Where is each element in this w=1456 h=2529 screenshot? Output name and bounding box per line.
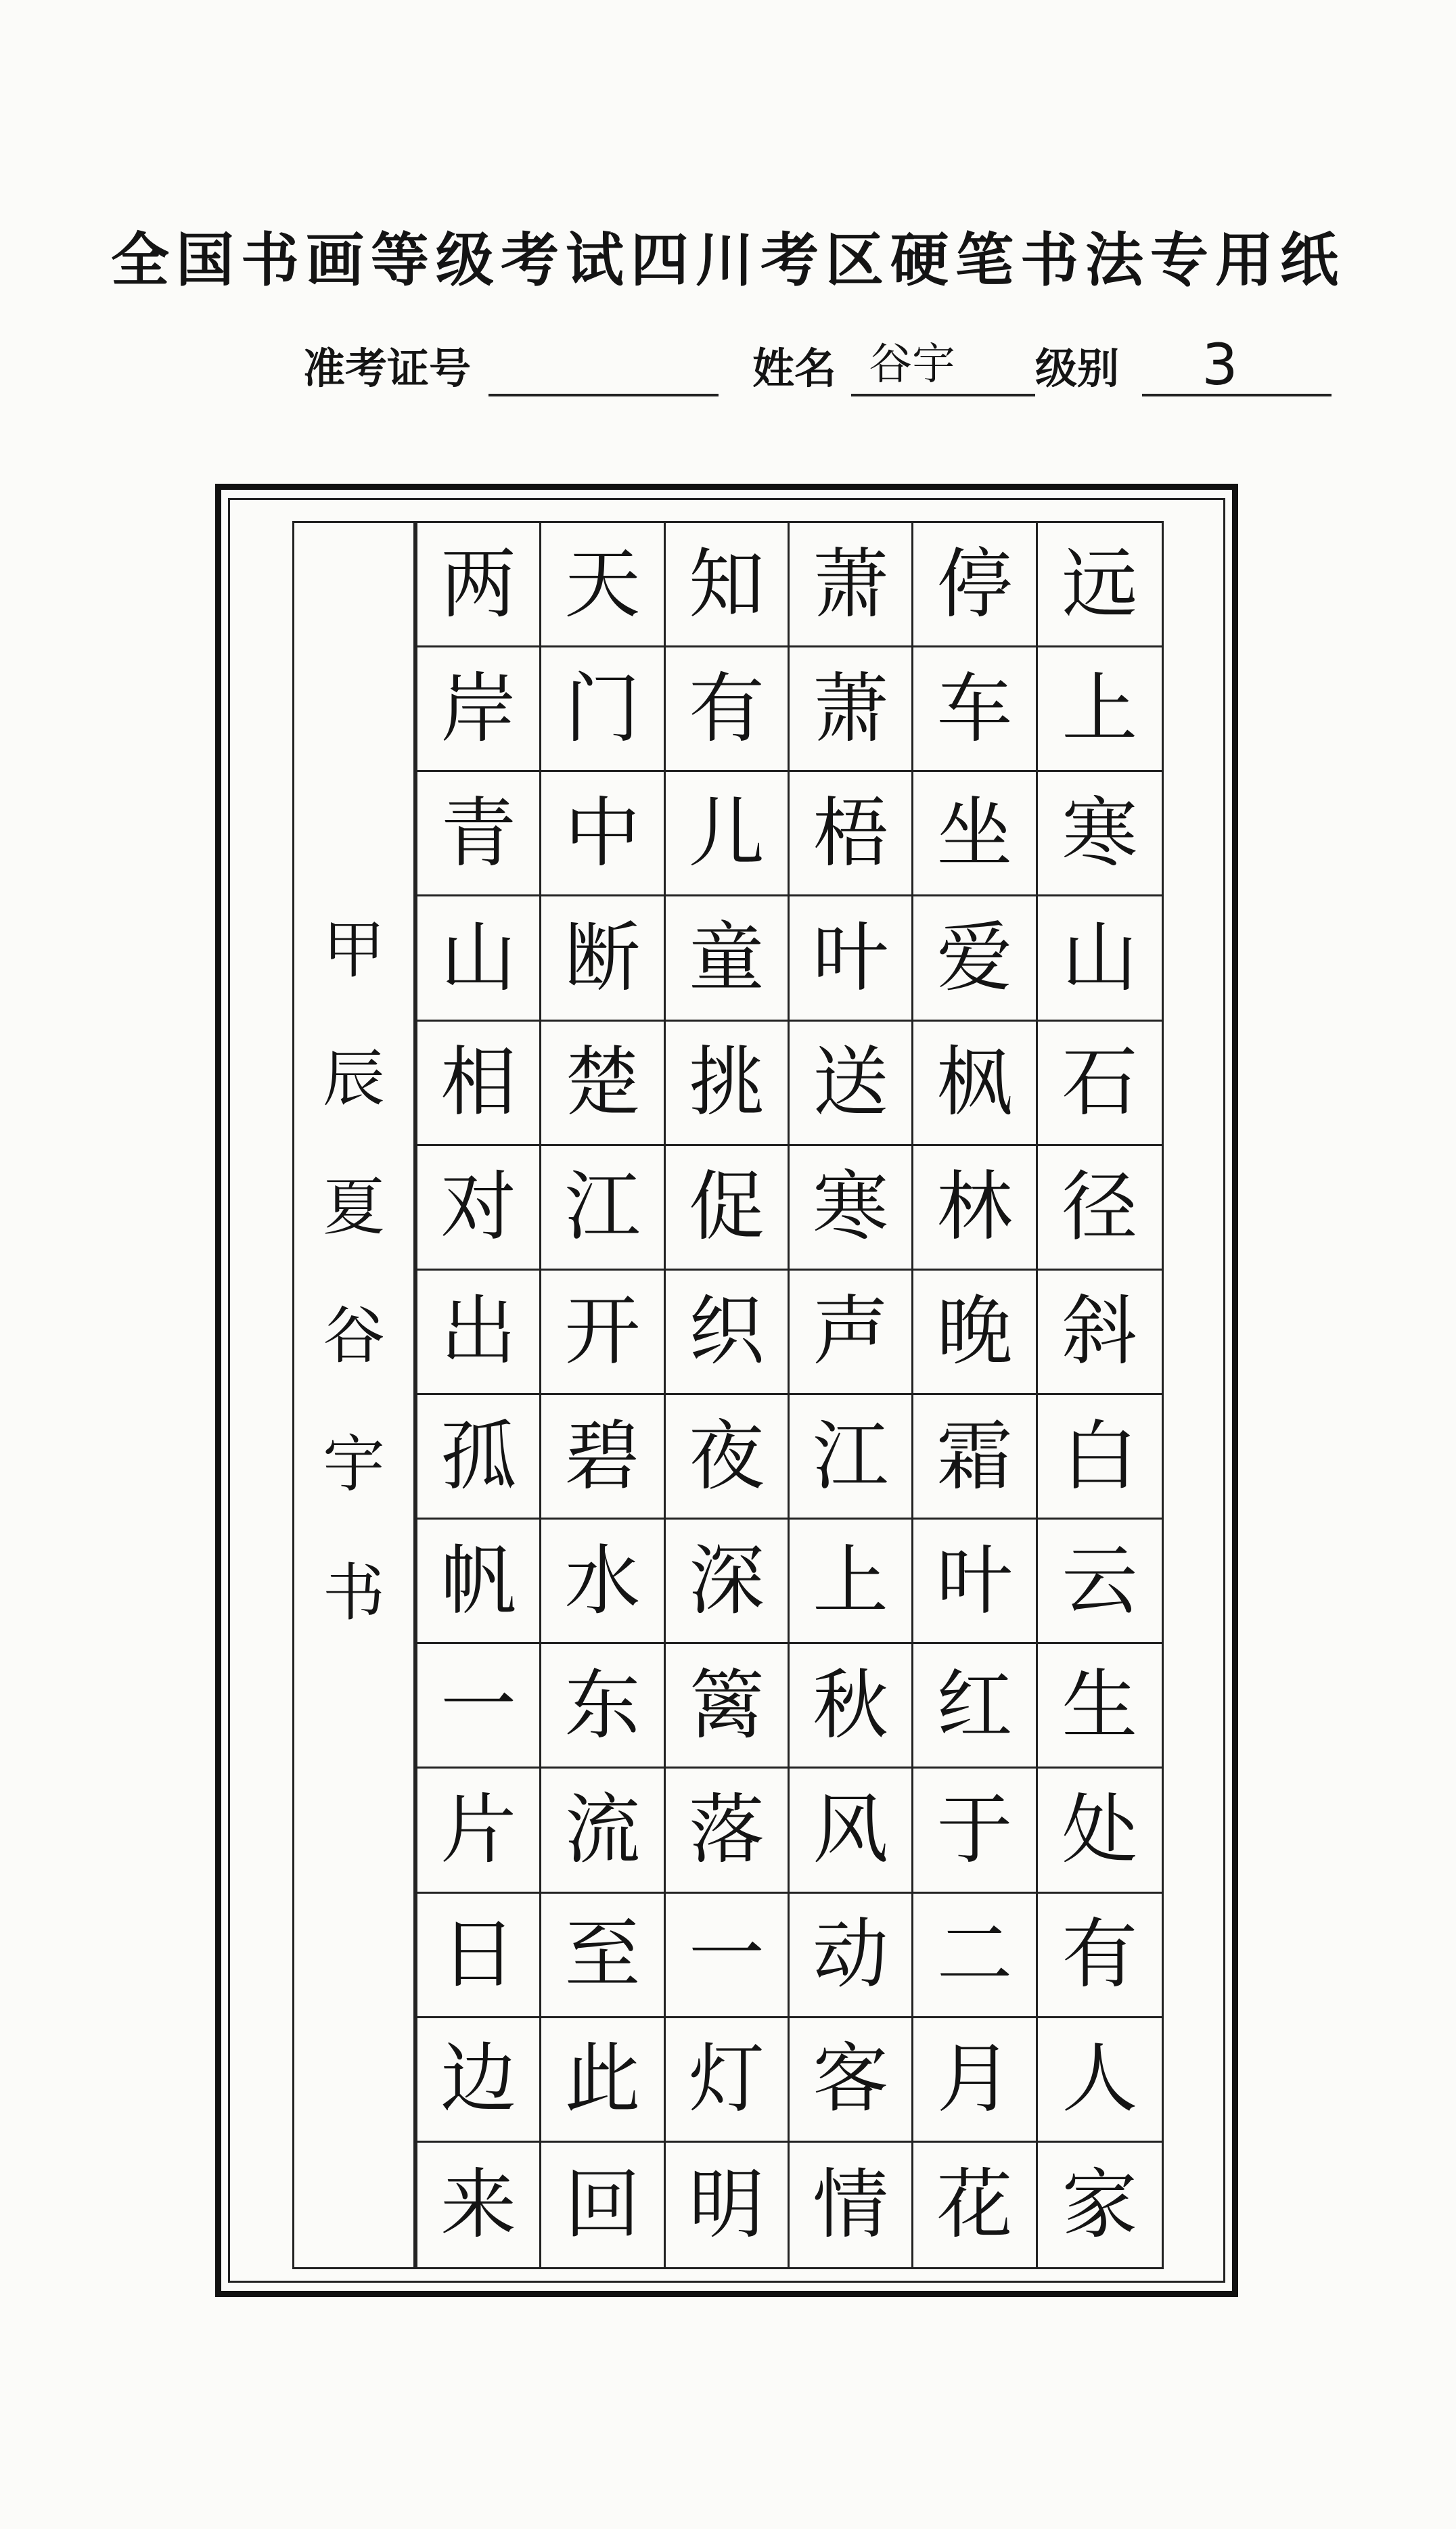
grid-cell: 红 <box>913 1644 1037 1769</box>
grid-cell: 一 <box>417 1644 541 1769</box>
grid-cell: 花 <box>913 2143 1037 2267</box>
grid-cell: 晚 <box>913 1271 1037 1395</box>
grid-cell: 于 <box>913 1769 1037 1893</box>
grid-cell: 天 <box>541 523 665 647</box>
grid-cell: 梧 <box>790 772 913 896</box>
paper-title: 全国书画等级考试四川考区硬笔书法专用纸 <box>111 226 1345 294</box>
grid-cell: 孤 <box>417 1395 541 1520</box>
grid-cell: 开 <box>541 1271 665 1395</box>
grid-cell: 流 <box>541 1769 665 1893</box>
grid-cell: 二 <box>913 1894 1037 2018</box>
grid-cell: 两 <box>417 523 541 647</box>
grid-cell: 停 <box>913 523 1037 647</box>
grid-cell: 寒 <box>1038 772 1162 896</box>
grid-cell: 来 <box>417 2143 541 2267</box>
grid-cell: 对 <box>417 1146 541 1271</box>
exam-no-field[interactable] <box>488 332 719 406</box>
grid-cell: 青 <box>417 772 541 896</box>
grid-cell: 枫 <box>913 1022 1037 1146</box>
calligraphy-grid <box>415 521 1164 2269</box>
level-label: 级别 <box>1035 344 1120 393</box>
grid-cell: 岸 <box>417 647 541 772</box>
grid-cell: 生 <box>1038 1644 1162 1769</box>
grid-cell: 促 <box>666 1146 790 1271</box>
grid-cell: 叶 <box>790 896 913 1021</box>
grid-cell: 有 <box>1038 1894 1162 2018</box>
grid-cell: 夜 <box>666 1395 790 1520</box>
grid-cell: 萧 <box>790 523 913 647</box>
grid-cell: 坐 <box>913 772 1037 896</box>
grid-cell: 童 <box>666 896 790 1021</box>
grid-cell: 水 <box>541 1520 665 1644</box>
level-value: 3 <box>1202 332 1238 398</box>
grid-cell: 有 <box>666 647 790 772</box>
grid-cell: 中 <box>541 772 665 896</box>
name-label: 姓名 <box>752 344 837 393</box>
grid-cell: 家 <box>1062 2160 1138 2249</box>
grid-cell: 边 <box>417 2018 541 2143</box>
grid-cell: 此 <box>541 2018 665 2143</box>
grid-cell: 叶 <box>913 1520 1037 1644</box>
grid-cell: 云 <box>1038 1520 1162 1644</box>
grid-cell: 月 <box>913 2018 1037 2143</box>
grid-cell: 林 <box>913 1146 1037 1271</box>
grid-cell: 片 <box>417 1769 541 1893</box>
grid-cell: 霜 <box>913 1395 1037 1520</box>
grid-cell: 楚 <box>541 1022 665 1146</box>
grid-cell: 知 <box>666 523 790 647</box>
grid-cell: 相 <box>417 1022 541 1146</box>
grid-cell: 斜 <box>1038 1271 1162 1395</box>
grid-cell: 江 <box>541 1146 665 1271</box>
name-field[interactable] <box>851 332 1035 406</box>
grid-cell: 山 <box>1038 896 1162 1021</box>
grid-cell: 风 <box>790 1769 913 1893</box>
grid-cell: 寒 <box>790 1146 913 1271</box>
grid-cell: 织 <box>666 1271 790 1395</box>
colophon-char: 谷 <box>322 1300 385 1372</box>
grid-cell: 送 <box>790 1022 913 1146</box>
grid-cell: 客 <box>790 2018 913 2143</box>
grid-cell: 门 <box>541 647 665 772</box>
grid-cell: 上 <box>1038 647 1162 772</box>
grid-cell: 上 <box>790 1520 913 1644</box>
exam-no-label: 准考证号 <box>303 344 472 393</box>
grid-cell: 帆 <box>417 1520 541 1644</box>
grid-cell: 儿 <box>666 772 790 896</box>
colophon-char: 书 <box>322 1557 385 1629</box>
grid-cell: 明 <box>666 2143 790 2267</box>
grid-cell: 江 <box>790 1395 913 1520</box>
grid-cell: 断 <box>541 896 665 1021</box>
colophon-char: 宇 <box>322 1428 385 1501</box>
colophon-signature <box>292 886 415 1658</box>
grid-cell: 篱 <box>666 1644 790 1769</box>
grid-cell: 处 <box>1038 1769 1162 1893</box>
grid-cell: 东 <box>541 1644 665 1769</box>
grid-cell: 径 <box>1038 1146 1162 1271</box>
grid-cell: 深 <box>666 1520 790 1644</box>
grid-cell: 碧 <box>541 1395 665 1520</box>
grid-cell: 白 <box>1038 1395 1162 1520</box>
grid-cell: 出 <box>417 1271 541 1395</box>
grid-cell: 情 <box>790 2143 913 2267</box>
colophon-char: 辰 <box>322 1043 385 1115</box>
grid-cell: 回 <box>541 2143 665 2267</box>
level-field[interactable] <box>1142 332 1332 406</box>
grid-cell: 落 <box>666 1769 790 1893</box>
colophon-char: 甲 <box>322 914 385 986</box>
grid-cell: 石 <box>1038 1022 1162 1146</box>
grid-cell: 秋 <box>790 1644 913 1769</box>
grid-cell: 人 <box>1038 2018 1162 2143</box>
grid-cell: 萧 <box>790 647 913 772</box>
grid-cell: 日 <box>417 1894 541 2018</box>
grid-cell: 一 <box>666 1894 790 2018</box>
grid-cell: 车 <box>913 647 1037 772</box>
grid-cell: 声 <box>790 1271 913 1395</box>
colophon-char: 夏 <box>322 1171 385 1244</box>
grid-cell: 远 <box>1038 523 1162 647</box>
grid-cell: 至 <box>541 1894 665 2018</box>
grid-cell: 挑 <box>666 1022 790 1146</box>
name-value: 谷宇 <box>869 340 955 390</box>
grid-cell: 灯 <box>666 2018 790 2143</box>
grid-cell: 爱 <box>913 896 1037 1021</box>
grid-cell: 动 <box>790 1894 913 2018</box>
grid-cell: 山 <box>417 896 541 1021</box>
